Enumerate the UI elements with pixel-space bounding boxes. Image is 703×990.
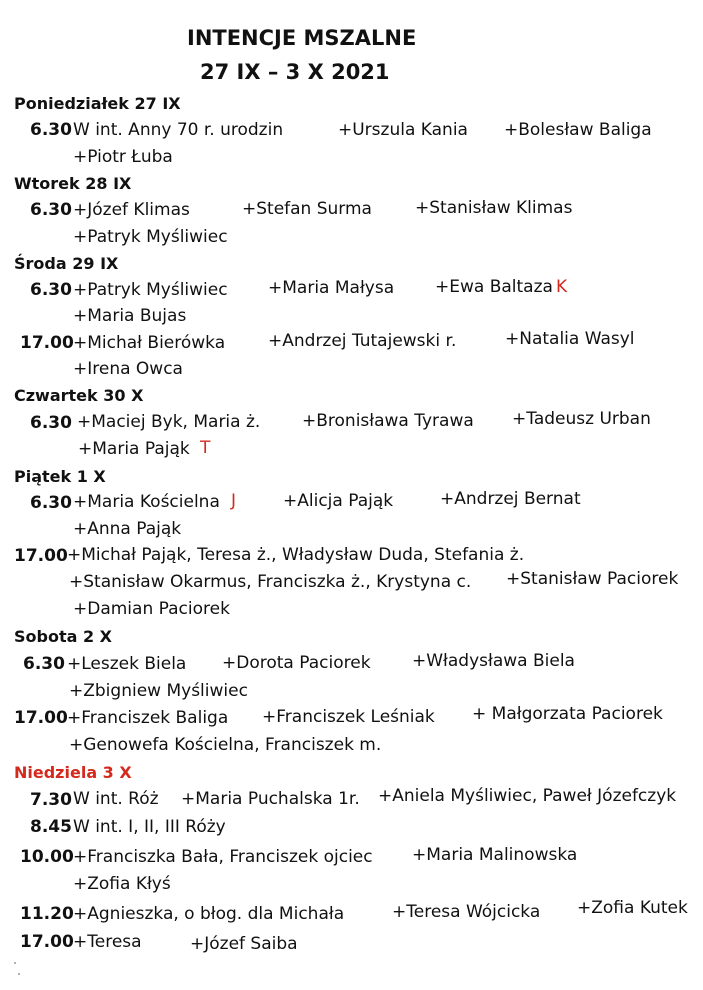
day-heading-tuesday: Wtorek 28 IX	[14, 174, 132, 193]
intention: +Tadeusz Urban	[512, 409, 651, 429]
intention: +Anna Pająk	[73, 519, 182, 539]
annotation-letter: J	[231, 491, 237, 511]
intention: +Dorota Paciorek	[222, 653, 371, 673]
intention: +Michał Pająk, Teresa ż., Władysław Duda, Stefania ż.	[67, 545, 525, 565]
intention: +Ewa Baltaza	[435, 277, 553, 297]
intention: +Teresa Wójcicka	[392, 902, 541, 922]
intention: +Leszek Biela	[67, 654, 187, 674]
intention: W int. Róż	[73, 789, 159, 809]
day-heading-friday: Piątek 1 X	[14, 467, 106, 486]
intention: +Franciszka Bała, Franciszek ojciec	[73, 847, 373, 867]
intention: +Maciej Byk, Maria ż.	[77, 412, 261, 432]
mass-time: 17.00	[14, 546, 68, 566]
page-title: INTENCJE MSZALNE	[187, 26, 417, 50]
intention: +Franciszek Baliga	[67, 708, 229, 728]
intention: W int. I, II, III Róży	[73, 817, 226, 837]
intention: +Genowefa Kościelna, Franciszek m.	[69, 735, 382, 755]
intention: +Teresa	[73, 932, 142, 952]
intention: +Władysława Biela	[412, 651, 575, 671]
intention: +Zofia Kutek	[577, 898, 688, 918]
date-range: 27 IX – 3 X 2021	[200, 60, 390, 84]
intention: +Józef Saiba	[190, 934, 298, 954]
day-heading-sunday: Niedziela 3 X	[14, 763, 132, 782]
day-heading-wednesday: Środa 29 IX	[14, 254, 119, 273]
mass-time: 6.30	[23, 654, 65, 674]
intention: +Maria Małysa	[268, 278, 395, 298]
intention: +Andrzej Bernat	[440, 489, 581, 509]
day-heading-monday: Poniedziałek 27 IX	[14, 94, 181, 113]
intention: +Patryk Myśliwiec	[73, 280, 228, 300]
intention: +Andrzej Tutajewski r.	[268, 331, 457, 351]
mass-time: 6.30	[30, 200, 72, 220]
intention: +Stanisław Okarmus, Franciszka ż., Krystyna c.	[69, 572, 472, 592]
intention: W int. Anny 70 r. urodzin	[73, 120, 284, 140]
intention: +Aniela Myśliwiec, Paweł Józefczyk	[378, 786, 677, 806]
mass-time: 10.00	[20, 847, 74, 867]
mass-time: 8.45	[30, 817, 72, 837]
mass-time: 17.00	[20, 932, 74, 952]
day-heading-thursday: Czwartek 30 X	[14, 386, 144, 405]
annotation-letter: T	[200, 438, 211, 458]
intention: +Patryk Myśliwiec	[73, 227, 228, 247]
intention: +Maria Malinowska	[412, 845, 578, 865]
intention: + Małgorzata Paciorek	[472, 704, 663, 724]
day-heading-saturday: Sobota 2 X	[14, 627, 113, 646]
mass-time: 6.30	[30, 120, 72, 140]
intention: +Bolesław Baliga	[504, 120, 652, 140]
intention: +Zofia Kłyś	[73, 874, 171, 894]
intention: +Zbigniew Myśliwiec	[69, 681, 248, 701]
intention: +Franciszek Leśniak	[262, 707, 435, 727]
intention: +Stanisław Paciorek	[506, 569, 679, 589]
intention: +Józef Klimas	[73, 200, 190, 220]
intention: +Piotr Łuba	[73, 147, 173, 167]
intention: +Maria Puchalska 1r.	[181, 789, 360, 809]
intention: +Maria Kościelna	[73, 492, 220, 512]
mass-time: 17.00	[14, 708, 68, 728]
intention: +Stefan Surma	[242, 199, 372, 219]
mass-time: 6.30	[30, 493, 72, 513]
mass-time: 17.00	[20, 333, 74, 353]
mass-time: 7.30	[30, 790, 72, 810]
intention: +Urszula Kania	[338, 120, 468, 140]
intention: +Alicja Pająk	[283, 491, 394, 511]
mass-time: 6.30	[30, 280, 72, 300]
intention: +Bronisława Tyrawa	[302, 411, 474, 431]
intention: +Natalia Wasyl	[505, 329, 635, 349]
intention: +Irena Owca	[73, 359, 183, 379]
annotation-letter: K	[556, 277, 568, 297]
scan-speck	[18, 973, 20, 975]
intention: +Stanisław Klimas	[415, 198, 573, 218]
intention: +Damian Paciorek	[73, 599, 230, 619]
intention: +Agnieszka, o błog. dla Michała	[73, 904, 345, 924]
mass-time: 11.20	[20, 904, 74, 924]
intention: +Maria Bujas	[73, 306, 187, 326]
scan-speck	[14, 962, 16, 964]
intention: +Michał Bierówka	[73, 333, 226, 353]
mass-time: 6.30	[30, 413, 72, 433]
intention: +Maria Pająk	[78, 439, 190, 459]
